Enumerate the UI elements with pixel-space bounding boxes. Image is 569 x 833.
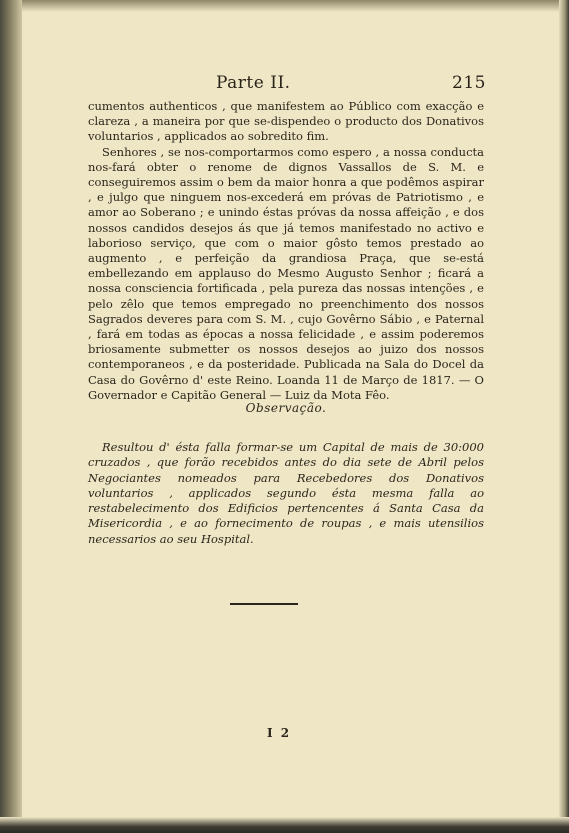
observation-text: Resultou d' ésta falla formar-se um Capital de mais de 30:000 cruzados , que forão recebidos antes do dia sete de Abril pelos Negociantes nomeados para Recebedores dos Donativos voluntarios , applicados segundo ésta mesma falla ao restabelecimento dos Edificios pertencentes á Santa Casa da Misericordia , e ao fornecimento de roupas , e mais utensilios necessarios ao seu Hospital.: [88, 440, 484, 546]
paragraph-continuation: cumentos authenticos , que manifestem ao Público com exacção e clareza , a maneira por que se-dispendeo o producto dos Donativos voluntarios , applicados ao sobredito fim.: [88, 99, 484, 144]
binding-shadow: [0, 0, 22, 833]
page-bottom-edge: [0, 817, 569, 833]
main-text: [88, 99, 484, 403]
section-divider: [230, 603, 298, 605]
running-head: Parte II.: [216, 73, 291, 93]
page-right-edge: [559, 0, 569, 833]
observation-heading: Observação.: [245, 401, 327, 415]
paragraph-proclamation: Senhores , se nos-comportarmos como espero , a nossa conducta nos-fará obter o renome de dignos Vassallos de S. M. e conseguiremos assim o bem da maior honra a que podêmos aspirar , e julgo que ninguem nos-excederá em próvas de Patriotismo , e amor ao Soberano ; e unindo éstas próvas da nossa affeição , e dos nossos candidos desejos ás que já temos manifestado no activo e laborioso serviço, que com o maior gôsto temos prestado ao augmento , e perfeição da grandiosa Praça, que se-está embellezando em applauso do Mesmo Augusto Senhor ; ficará a nossa consciencia fortificada , pela pureza das nossas intenções , e pelo zêlo que temos empregado no preenchimento dos nossos Sagrados deveres para com S. M. , cujo Govêrno Sábio , e Paternal , fará em todas as épocas a nossa felicidade , e assim poderemos briosamente submetter os nossos desejos ao juizo dos nossos contemporaneos , e da posteridade. Publicada na Sala do Docel da Casa do Govêrno d' este Reino. Loanda 11 de Março de 1817. — O Governador e Capitão General — Luiz da Mota Fêo.: [88, 144, 484, 402]
signature-mark: I 2: [267, 726, 292, 740]
page-number: 215: [452, 73, 486, 93]
page-top-edge: [0, 0, 569, 12]
page-header: [82, 70, 486, 94]
